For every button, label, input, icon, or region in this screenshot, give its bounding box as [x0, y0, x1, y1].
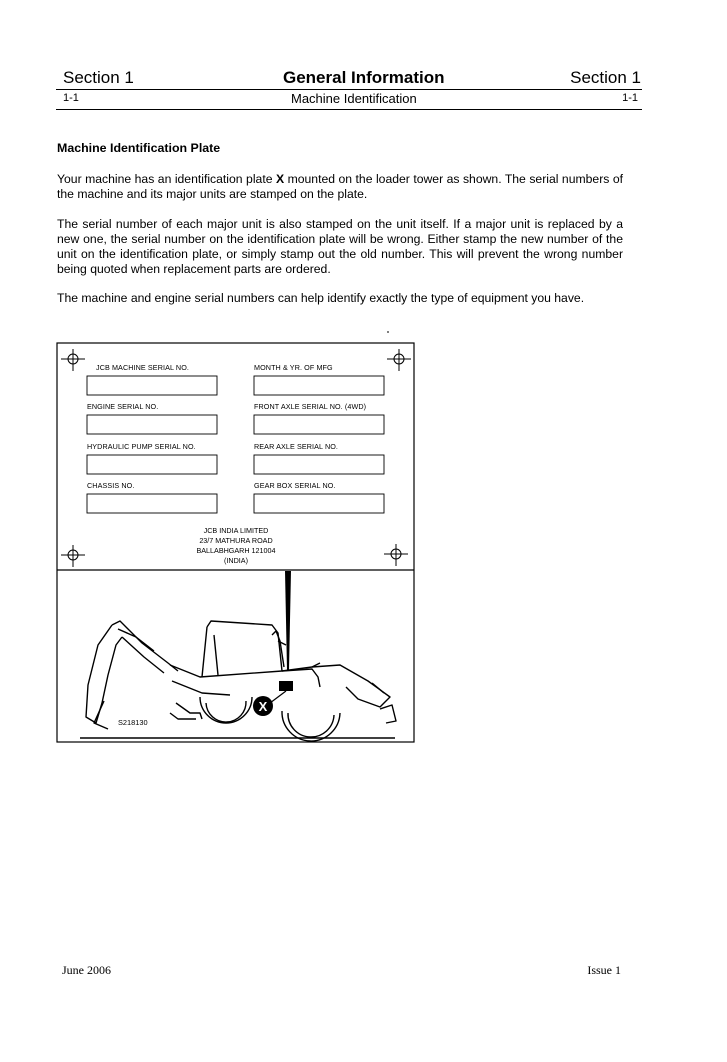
field-box [87, 455, 217, 474]
field-box [87, 494, 217, 513]
callout-x-label: X [258, 699, 268, 714]
address-line: 23/7 MATHURA ROAD [199, 536, 273, 545]
footer-issue: Issue 1 [587, 963, 621, 977]
mounting-hole-icon [384, 544, 408, 566]
section-label-right: Section 1 [570, 68, 641, 87]
field-label: ENGINE SERIAL NO. [87, 402, 159, 411]
field-label: FRONT AXLE SERIAL NO. (4WD) [254, 402, 367, 411]
field-box [87, 376, 217, 395]
field-box [254, 494, 384, 513]
page-subtitle: Machine Identification [291, 91, 417, 106]
field-label: JCB MACHINE SERIAL NO. [96, 363, 189, 372]
address-line: JCB INDIA LIMITED [203, 526, 269, 535]
mounting-hole-icon [61, 545, 85, 567]
field-label: MONTH & YR. OF MFG [254, 363, 333, 372]
section-label-left: Section 1 [63, 68, 134, 87]
field-label: CHASSIS NO. [87, 481, 135, 490]
plate-location-marker [279, 681, 293, 691]
page-number-left: 1-1 [63, 92, 79, 104]
identification-plate-figure [50, 325, 422, 750]
field-box [254, 376, 384, 395]
address-line: (INDIA) [224, 556, 248, 565]
paragraph-1 [57, 172, 623, 202]
mounting-hole-icon [387, 349, 411, 371]
field-box [254, 455, 384, 474]
field-label: HYDRAULIC PUMP SERIAL NO. [87, 442, 196, 451]
field-label: GEAR BOX SERIAL NO. [254, 481, 336, 490]
paragraph-2: The serial number of each major unit is also stamped on the unit itself. If a major unit is replaced by a new one, the serial number on the identification plate will be wrong. Either stamp the new number of the unit on the identification plate, or simply stamp out the old number. This will prevent the wrong number being quoted when replacement parts are ordered. [57, 217, 623, 276]
paragraph-3: The machine and engine serial numbers can help identify exactly the type of equipment you have. [57, 291, 585, 305]
footer-date: June 2006 [62, 963, 111, 977]
field-box [254, 415, 384, 434]
mounting-hole-icon [61, 349, 85, 371]
paragraph-1-text-a: Your machine has an identification plate [57, 172, 276, 186]
page-title: General Information [283, 68, 445, 87]
header-rule [56, 89, 642, 90]
field-box [87, 415, 217, 434]
address-line: BALLABHGARH 121004 [196, 546, 276, 555]
figure-reference: S218130 [118, 718, 148, 727]
section-heading: Machine Identification Plate [57, 141, 221, 155]
page-number-right: 1-1 [622, 92, 638, 104]
field-label: REAR AXLE SERIAL NO. [254, 442, 339, 451]
paragraph-1-bold-x: X [275, 172, 285, 186]
header-subrule [56, 109, 642, 110]
paragraph-1-text-b: mounted on the loader tower as shown. The serial numbers of the machine and its major units are stamped on the plate. [57, 172, 623, 201]
leader-line [285, 571, 291, 670]
